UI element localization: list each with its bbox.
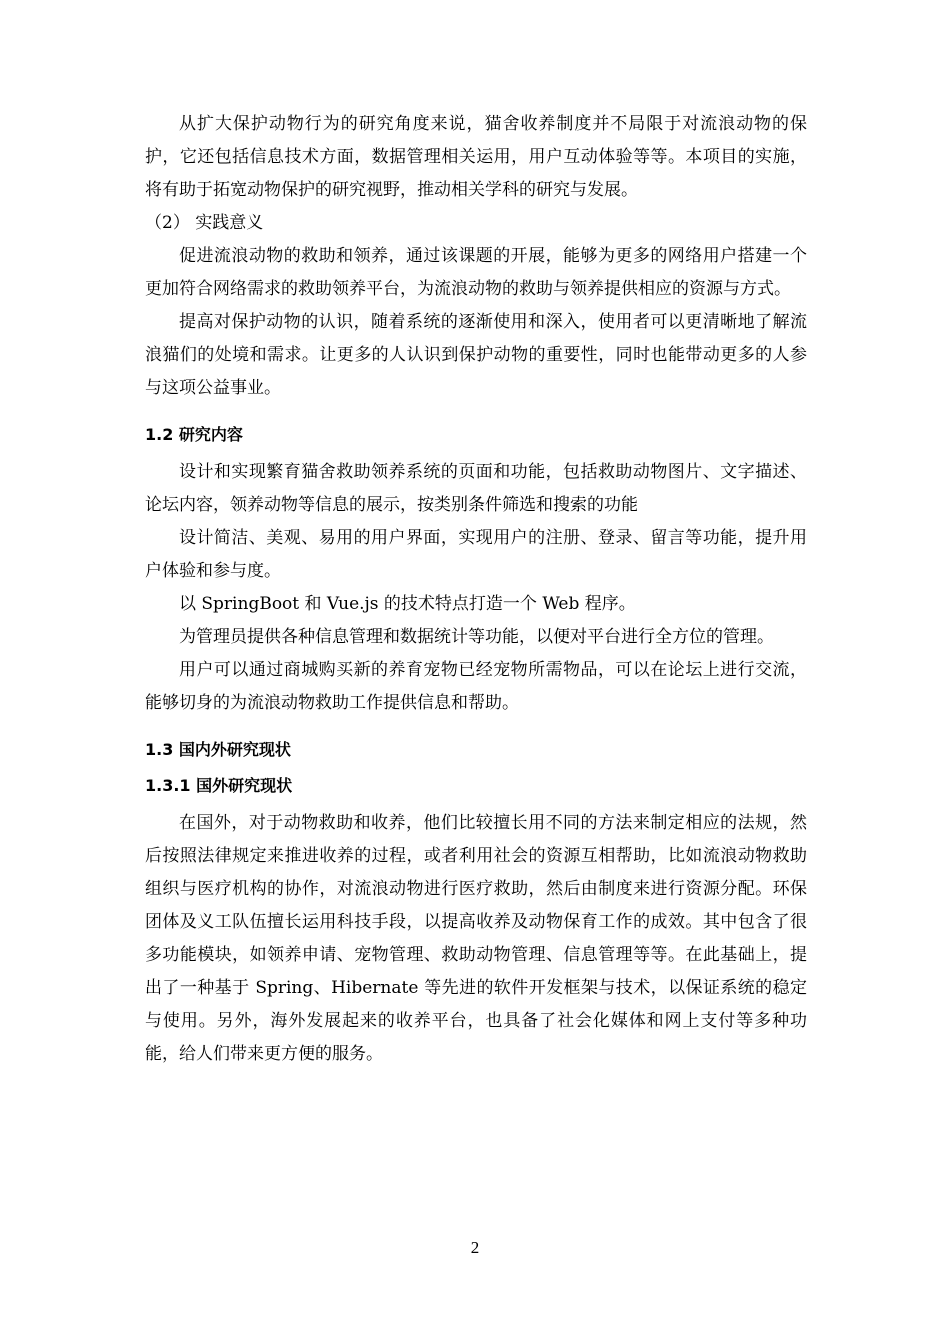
section-1-2-paragraph-5: 用户可以通过商城购买新的养育宠物已经宠物所需物品，可以在论坛上进行交流，能够切身的为流浪动物救助工作提供信息和帮助。 (145, 660, 807, 713)
practice-significance-heading: （2） 实践意义 (145, 213, 264, 233)
page-number: 2 (470, 1238, 480, 1257)
section-1-3-1-paragraph: 在国外，对于动物救助和收养，他们比较擅长用不同的方法来制定相应的法规，然后按照法律规定来推进收养的过程，或者利用社会的资源互相帮助，比如流浪动物救助组织与医疗机构的协作，对流浪动物进行医疗救助，然后由制度来进行资源分配。环保团体及义工队伍擅长运用科技手段，以提高收养及动物保育工作的成效。其中包含了很多功能模块，如领养申请、宠物管理、救助动物管理、信息管理等等。在此基础上，提出了一种基于 Spring、Hibernate 等先进的软件开发框架与技术，以保证系统的稳定与使用。另外，海外发展起来的收养平台，也具备了社会化媒体和网上支付等多种功能，给人们带来更方便的服务。 (145, 813, 807, 1064)
section-1-2-title: 1.2 研究内容 (145, 425, 243, 444)
section-1-2-paragraph-2: 设计简洁、美观、易用的用户界面，实现用户的注册、登录、留言等功能，提升用户体验和参与度。 (145, 528, 807, 581)
section-1-3-1-title: 1.3.1 国外研究现状 (145, 776, 293, 795)
practice-paragraph-1: 促进流浪动物的救助和领养，通过该课题的开展，能够为更多的网络用户搭建一个更加符合网络需求的救助领养平台，为流浪动物的救助与领养提供相应的资源与方式。 (145, 246, 807, 299)
practice-paragraph-2: 提高对保护动物的认识，随着系统的逐渐使用和深入，使用者可以更清晰地了解流浪猫们的处境和需求。让更多的人认识到保护动物的重要性，同时也能带动更多的人参与这项公益事业。 (145, 312, 807, 398)
section-1-2-paragraph-4: 为管理员提供各种信息管理和数据统计等功能，以便对平台进行全方位的管理。 (179, 627, 774, 647)
section-1-2-paragraph-1: 设计和实现繁育猫舍救助领养系统的页面和功能，包括救助动物图片、文字描述、论坛内容，领养动物等信息的展示，按类别条件筛选和搜索的功能 (145, 462, 807, 515)
intro-paragraph: 从扩大保护动物行为的研究角度来说，猫舍收养制度并不局限于对流浪动物的保护，它还包括信息技术方面，数据管理相关运用，用户互动体验等等。本项目的实施，将有助于拓宽动物保护的研究视野，推动相关学科的研究与发展。 (145, 114, 807, 200)
section-1-3-title: 1.3 国内外研究现状 (145, 740, 291, 759)
page-content (145, 108, 807, 1071)
section-1-2-paragraph-3: 以 SpringBoot 和 Vue.js 的技术特点打造一个 Web 程序。 (179, 594, 636, 614)
